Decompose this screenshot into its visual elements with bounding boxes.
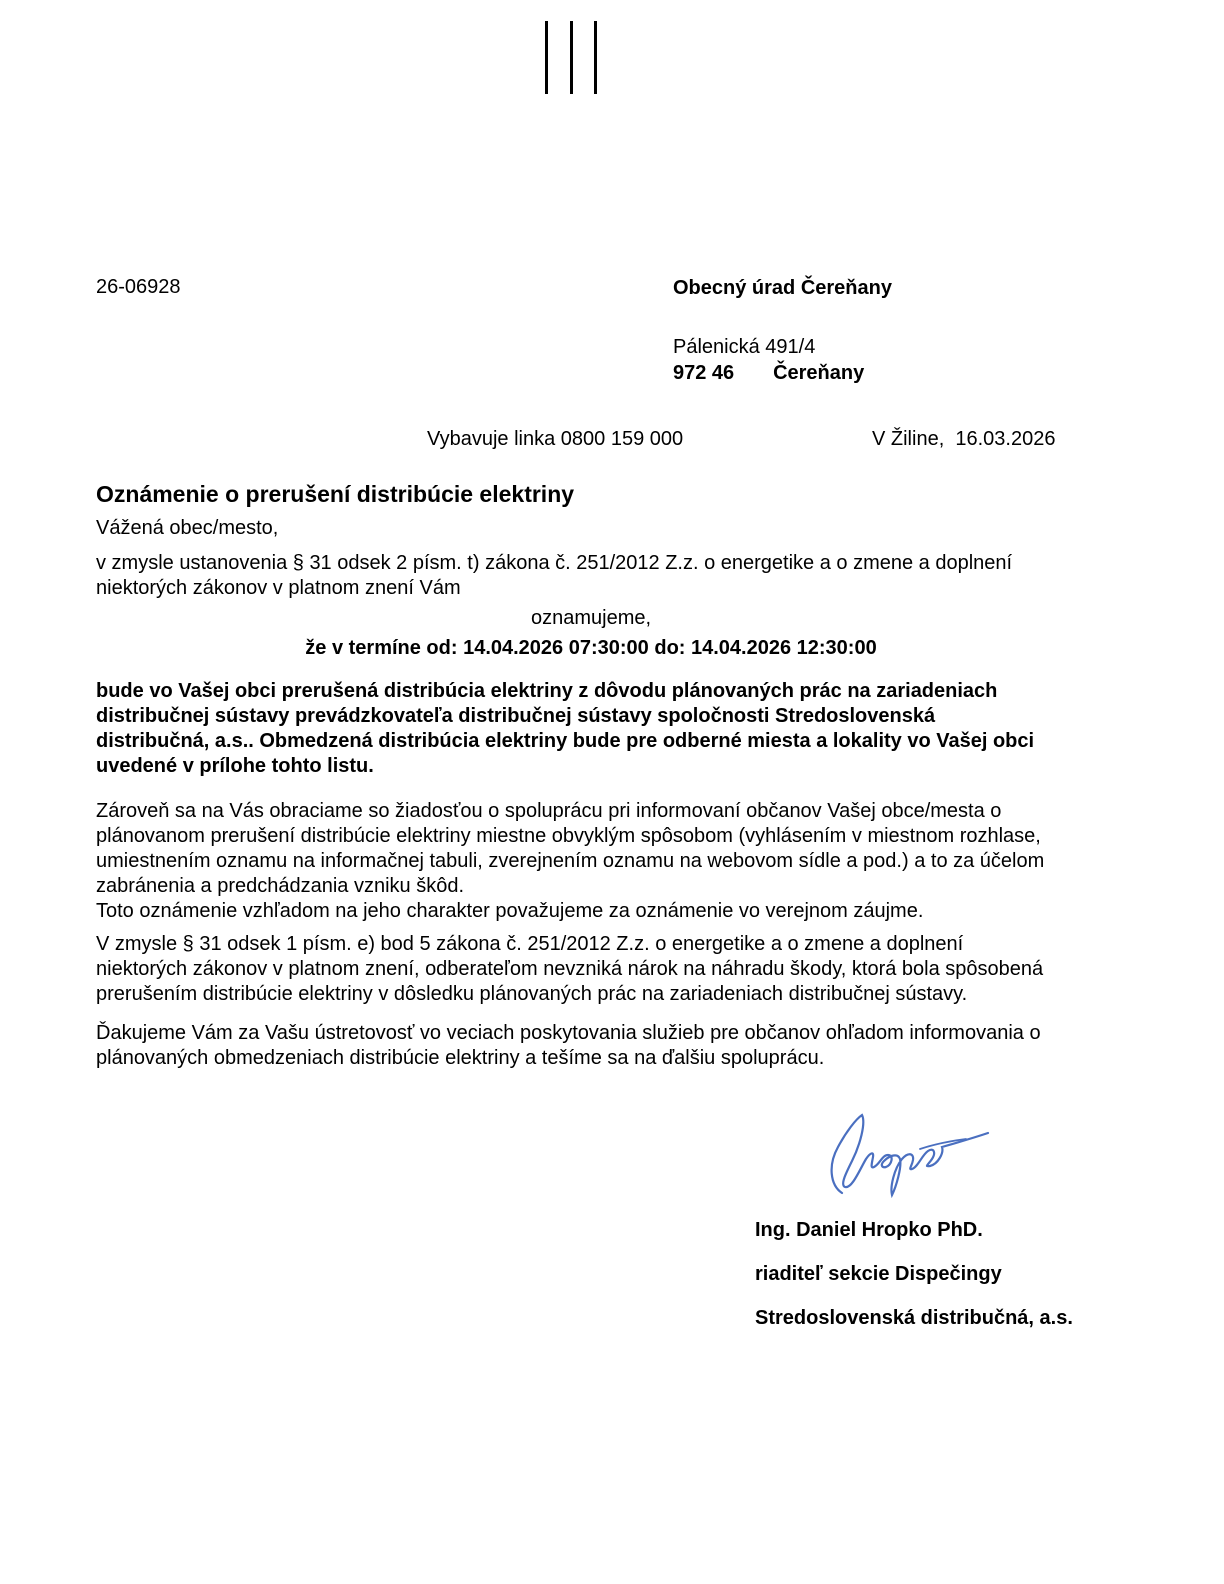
legal-paragraph: V zmysle § 31 odsek 1 písm. e) bod 5 zákona č. 251/2012 Z.z. o energetike a o zmene a doplnení niektorých zákonov v platnom znení, odberateľom nevzniká nárok na náhradu škody, ktorá bola spôsobená prerušením distribúcie elektriny v dôsledku plánovaných prác na zariadeniach distribučnej sústavy.: [96, 933, 1044, 1005]
outage-term-line: že v termíne od: 14.04.2026 07:30:00 do: 14.04.2026 12:30:00: [305, 637, 877, 659]
logo-bar: [570, 21, 573, 94]
place-and-date: V Žiline, 16.03.2026: [872, 428, 1056, 450]
letter-title: Oznámenie o prerušení distribúcie elektriny: [96, 481, 575, 507]
signatory-block: [755, 1197, 1073, 1351]
cooperation-paragraph: Zároveň sa na Vás obraciame so žiadosťou o spoluprácu pri informovaní občanov Vašej obce/mesta o plánovanom prerušení distribúcie elektriny miestne obvyklým spôsobom (vyhlásením v miestnom rozhlase, umiestnením oznamu na informačnej tabuli, zverejnením oznamu na webovom sídle a pod.) a to za účelom zabránenia a predchádzania vzniku škôd. Toto oznámenie vzhľadom na jeho charakter považujeme za oznámenie vo verejnom záujme.: [96, 800, 1045, 922]
recipient-name: Obecný úrad Čereňany: [673, 277, 892, 299]
signatory-role: riaditeľ sekcie Dispečingy: [755, 1263, 1002, 1285]
salutation: Vážená obec/mesto,: [96, 517, 279, 539]
reference-number: 26-06928: [96, 276, 181, 298]
intro-paragraph: v zmysle ustanovenia § 31 odsek 2 písm. t) zákona č. 251/2012 Z.z. o energetike a o zmene a doplnení niektorých zákonov v platnom znení Vám: [96, 552, 1013, 599]
handwritten-signature: [820, 1103, 1000, 1198]
recipient-city-line: 972 46 Čereňany: [673, 362, 865, 384]
outage-details-paragraph: bude vo Vašej obci prerušená distribúcia elektriny z dôvodu plánovaných prác na zariadeniach distribučnej sústavy prevádzkovateľa distribučnej sústavy spoločnosti Stredoslovenská distribučná, a.s.. Obmedzená distribúcia elektriny bude pre odberné miesta a lokality vo Vašej obci uvedené v prílohe tohto listu.: [96, 680, 1035, 777]
logo-bar: [594, 21, 597, 94]
signatory-name: Ing. Daniel Hropko PhD.: [755, 1219, 983, 1241]
signatory-company: Stredoslovenská distribučná, a.s.: [755, 1307, 1073, 1329]
signature-stroke: [832, 1115, 988, 1195]
three-bars-logo: [545, 21, 597, 94]
thanks-paragraph: Ďakujeme Vám za Vašu ústretovosť vo veciach poskytovania služieb pre občanov ohľadom informovania o plánovaných obmedzeniach distribúcie elektriny a tešíme sa na ďalšiu spoluprácu.: [96, 1022, 1041, 1069]
handler-contact-line: Vybavuje linka 0800 159 000: [427, 428, 684, 450]
announce-word: oznamujeme,: [530, 607, 652, 629]
recipient-street: Pálenická 491/4: [673, 336, 816, 358]
logo-bar: [545, 21, 548, 94]
